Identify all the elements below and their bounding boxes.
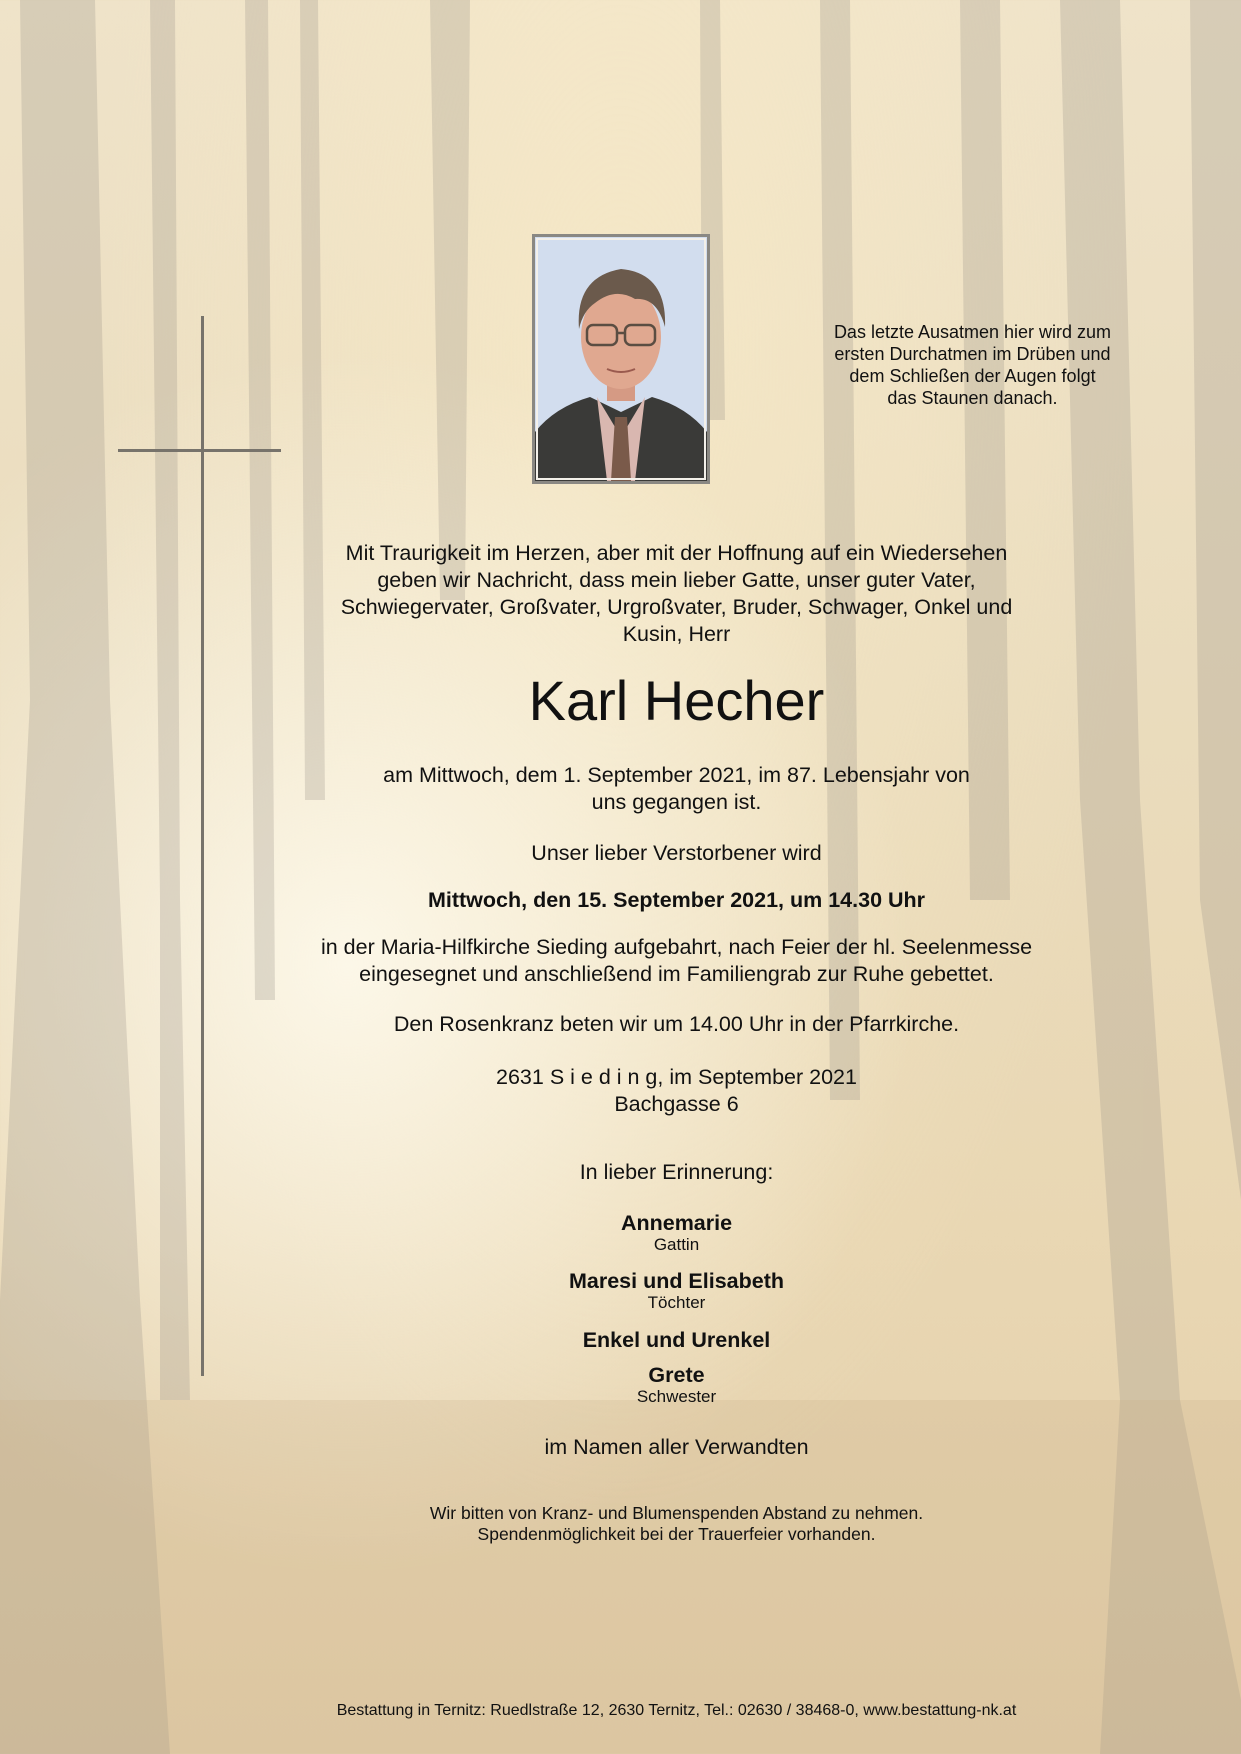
mourner-entry bbox=[0, 1328, 1241, 1352]
service-line: eingesegnet und anschließend im Familiengrab zur Ruhe gebettet. bbox=[359, 962, 994, 986]
mourner-entry bbox=[0, 1211, 1241, 1255]
flowers-line: Spendenmöglichkeit bei der Trauerfeier vorhanden. bbox=[477, 1524, 876, 1544]
quote-line: das Staunen danach. bbox=[887, 388, 1058, 408]
mourner-relation: Schwester bbox=[636, 1387, 717, 1406]
mourner-relation: Töchter bbox=[647, 1293, 706, 1312]
portrait-illustration bbox=[535, 237, 707, 481]
flowers-notice bbox=[0, 1503, 1241, 1545]
quote-line: dem Schließen der Augen folgt bbox=[849, 366, 1096, 386]
death-line: uns gegangen ist. bbox=[591, 790, 762, 814]
footer-contact: Bestattung in Ternitz: Ruedlstraße 12, 2630 Ternitz, Tel.: 02630 / 38468-0, www.bestattung-nk.at bbox=[336, 1702, 1017, 1719]
intro-line: Mit Traurigkeit im Herzen, aber mit der Hoffnung auf ein Wiedersehen bbox=[345, 541, 1008, 565]
service-line: in der Maria-Hilfkirche Sieding aufgebahrt, nach Feier der hl. Seelenmesse bbox=[320, 935, 1033, 959]
relatives-closing: im Namen aller Verwandten bbox=[544, 1435, 809, 1459]
service-info bbox=[0, 934, 1241, 988]
intro-line: geben wir Nachricht, dass mein lieber Gatte, unser guter Vater, bbox=[377, 568, 976, 592]
mourner-name: Grete bbox=[648, 1363, 705, 1387]
mourner-name: Enkel und Urenkel bbox=[582, 1328, 771, 1352]
portrait-photo bbox=[532, 234, 710, 484]
quote-text bbox=[800, 321, 1145, 409]
death-info bbox=[0, 762, 1241, 816]
mourner-relation: Gattin bbox=[653, 1235, 700, 1254]
deceased-name: Karl Hecher bbox=[528, 669, 825, 732]
address-line: Bachgasse 6 bbox=[614, 1092, 739, 1116]
mourner-entry bbox=[0, 1363, 1241, 1407]
intro-line: Schwiegervater, Großvater, Urgroßvater, Bruder, Schwager, Onkel und bbox=[340, 595, 1013, 619]
mourner-entry bbox=[0, 1269, 1241, 1313]
funeral-date: Mittwoch, den 15. September 2021, um 14.30 Uhr bbox=[427, 888, 926, 912]
place-and-date bbox=[0, 1064, 1241, 1118]
place-line: 2631 S i e d i n g, im September 2021 bbox=[496, 1065, 857, 1089]
death-line: am Mittwoch, dem 1. September 2021, im 87. Lebensjahr von bbox=[383, 763, 970, 787]
lying-text: Unser lieber Verstorbener wird bbox=[531, 841, 822, 865]
memory-heading: In lieber Erinnerung: bbox=[579, 1160, 774, 1184]
mourner-name: Annemarie bbox=[620, 1211, 733, 1235]
quote-line: Das letzte Ausatmen hier wird zum bbox=[833, 322, 1112, 342]
mourner-name: Maresi und Elisabeth bbox=[568, 1269, 785, 1293]
rosary-info: Den Rosenkranz beten wir um 14.00 Uhr in der Pfarrkirche. bbox=[393, 1012, 960, 1036]
cross-horizontal-line bbox=[118, 449, 281, 452]
intro-line: Kusin, Herr bbox=[622, 622, 731, 646]
quote-line: ersten Durchatmen im Drüben und bbox=[834, 344, 1111, 364]
flowers-line: Wir bitten von Kranz- und Blumenspenden Abstand zu nehmen. bbox=[429, 1503, 924, 1523]
intro-text bbox=[0, 540, 1241, 648]
